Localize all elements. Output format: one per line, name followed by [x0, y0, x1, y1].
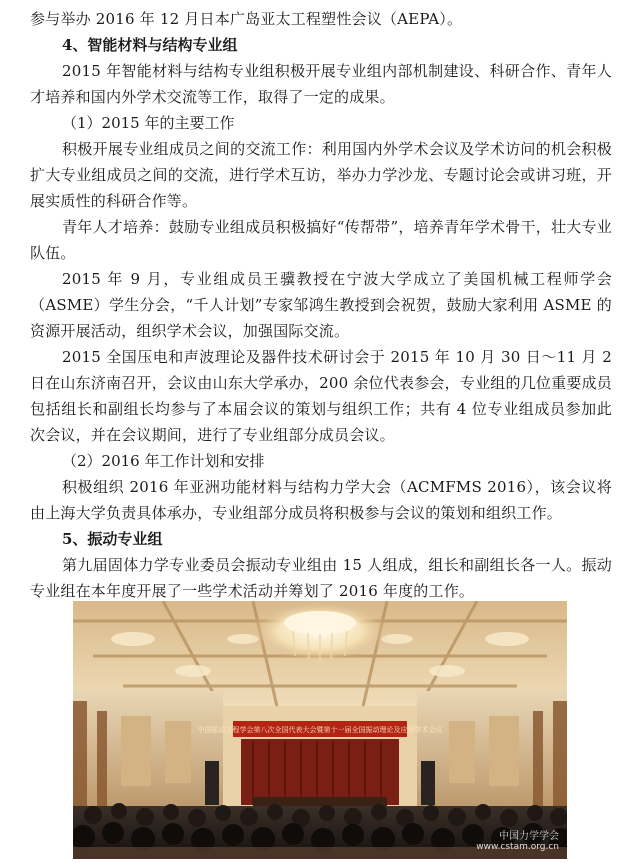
- conference-photo: [73, 601, 567, 859]
- subsection-heading: （1）2015 年的主要工作: [62, 114, 235, 132]
- watermark-title: 中国力学学会: [499, 831, 559, 842]
- text-line: 参与举办 2016 年 12 月日本广岛亚太工程塑性会议（AEPA）。: [30, 10, 463, 28]
- paragraph: 积极组织 2016 年亚洲功能材料与结构力学大会（ACMFMS 2016），该会议将由上海大学负责具体承办，专业组部分成员将积极参与会议的策划和组织工作。: [30, 478, 612, 522]
- subsection-heading: （2）2016 年工作计划和安排: [62, 452, 265, 470]
- section-heading-4: 4、智能材料与结构专业组: [62, 36, 238, 54]
- paragraph: 2015 全国压电和声波理论及器件技术研讨会于 2015 年 10 月 30 日～11 月 2 日在山东济南召开，会议由山东大学承办，200 余位代表参会，专业组的几位重要成员包括组长和副组长均参与了本届会议的策划与组织工作；共有 4 位专业组成员参加此次会议，并在会议期间，进行了专业组部分成员会议。: [30, 348, 612, 444]
- watermark-url: www.cstam.org.cn: [476, 842, 559, 852]
- paragraph: 第九届固体力学专业委员会振动专业组由 15 人组成，组长和副组长各一人。振动专业组在本年度开展了一些学术活动并筹划了 2016 年度的工作。: [30, 556, 612, 600]
- watermark: [476, 831, 559, 853]
- stage-banner-text: 中国振动工程学会第八次全国代表大会暨第十一届全国振动理论及应用学术会议: [197, 726, 443, 734]
- section-heading-5: 5、振动专业组: [62, 530, 163, 548]
- paragraph: 积极开展专业组成员之间的交流工作：利用国内外学术会议及学术访问的机会积极扩大专业组成员之间的交流，进行学术互访，举办力学沙龙、专题讨论会或讲习班，开展实质性的科研合作等。: [30, 140, 612, 210]
- paragraph: 青年人才培养：鼓励专业组成员积极搞好“传帮带”，培养青年学术骨干，壮大专业队伍。: [30, 218, 612, 262]
- paragraph: 2015 年 9 月，专业组成员王骥教授在宁波大学成立了美国机械工程师学会（ASME）学生分会，“千人计划”专家邹鸿生教授到会祝贺，鼓励大家利用 ASME 的资源开展活动，组织学术会议，加强国际交流。: [30, 270, 612, 340]
- paragraph: 2015 年智能材料与结构专业组积极开展专业组内部机制建设、科研合作、青年人才培养和国内外学术交流等工作，取得了一定的成果。: [30, 62, 612, 106]
- conference-hall-illustration: [73, 601, 567, 859]
